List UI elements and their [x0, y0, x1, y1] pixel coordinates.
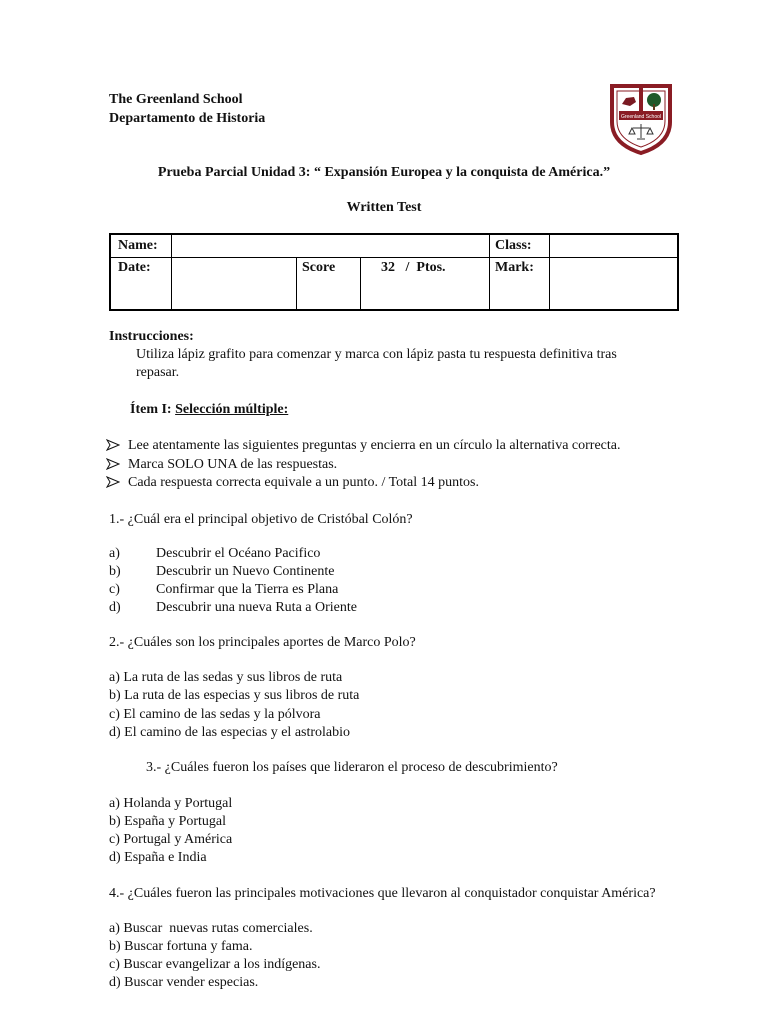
option-letter: a)	[109, 546, 120, 561]
class-field[interactable]	[553, 237, 673, 255]
answer-option[interactable]: b) La ruta de las especias y sus libros de ruta	[109, 688, 360, 703]
question-4: 4.- ¿Cuáles fueron las principales motivaciones que llevaron al conquistador conquistar América?	[109, 886, 656, 901]
answer-option[interactable]: b) España y Portugal	[109, 814, 227, 829]
bullet-item: Lee atentamente las siguientes preguntas y encierra en un círculo la alternativa correcta.	[128, 438, 621, 453]
class-label: Class:	[495, 238, 532, 253]
item-prefix: Ítem I:	[130, 402, 176, 417]
answer-option[interactable]: Confirmar que la Tierra es Plana	[156, 582, 339, 597]
item-title: Selección múltiple:	[175, 402, 289, 417]
name-label: Name:	[118, 238, 158, 253]
bullet-item: Marca SOLO UNA de las respuestas.	[128, 457, 338, 472]
mark-field[interactable]	[553, 259, 673, 307]
answer-option[interactable]: c) El camino de las sedas y la pólvora	[109, 707, 321, 722]
student-info-table	[109, 233, 679, 311]
arrow-bullet-icon	[106, 439, 120, 451]
answer-option[interactable]: b) Buscar fortuna y fama.	[109, 939, 253, 954]
arrow-bullet-icon	[106, 458, 120, 470]
crest-text: Greenland School	[620, 114, 662, 120]
arrow-bullet-icon	[106, 476, 120, 488]
answer-option[interactable]: a) Holanda y Portugal	[109, 796, 233, 811]
option-letter: c)	[109, 582, 120, 597]
school-crest-logo	[608, 82, 674, 156]
score-label: Score	[302, 260, 336, 275]
answer-option[interactable]: a) Buscar nuevas rutas comerciales.	[109, 921, 313, 936]
option-letter: d)	[109, 600, 121, 615]
answer-option[interactable]: d) El camino de las especias y el astrolabio	[109, 725, 351, 740]
score-value: 32 / Ptos.	[381, 260, 446, 275]
answer-option[interactable]: Descubrir el Océano Pacifico	[156, 546, 321, 561]
answer-option[interactable]: a) La ruta de las sedas y sus libros de ruta	[109, 670, 343, 685]
answer-option[interactable]: c) Buscar evangelizar a los indígenas.	[109, 957, 321, 972]
bullet-item: Cada respuesta correcta equivale a un punto. / Total 14 puntos.	[128, 475, 479, 490]
instructions-line-2: repasar.	[136, 365, 180, 380]
question-1: 1.- ¿Cuál era el principal objetivo de Cristóbal Colón?	[109, 512, 413, 527]
name-field[interactable]	[175, 237, 485, 255]
answer-option[interactable]: d) Buscar vender especias.	[109, 975, 259, 990]
department-name: Departamento de Historia	[109, 111, 266, 126]
item-heading	[130, 401, 288, 419]
question-2: 2.- ¿Cuáles son los principales aportes de Marco Polo?	[109, 635, 416, 650]
answer-option[interactable]: Descubrir una nueva Ruta a Oriente	[156, 600, 357, 615]
question-3: 3.- ¿Cuáles fueron los países que lideraron el proceso de descubrimiento?	[146, 760, 558, 775]
test-subtitle: Written Test	[346, 200, 422, 215]
answer-option[interactable]: d) España e India	[109, 850, 207, 865]
answer-option[interactable]: c) Portugal y América	[109, 832, 233, 847]
instructions-line-1: Utiliza lápiz grafito para comenzar y marca con lápiz pasta tu respuesta definitiva tras	[136, 347, 617, 362]
date-label: Date:	[118, 260, 151, 275]
instructions-heading: Instrucciones:	[109, 329, 194, 344]
date-field[interactable]	[175, 259, 293, 307]
answer-option[interactable]: Descubrir un Nuevo Continente	[156, 564, 335, 579]
option-letter: b)	[109, 564, 121, 579]
school-name: The Greenland School	[109, 92, 243, 107]
mark-label: Mark:	[495, 260, 534, 275]
test-title: Prueba Parcial Unidad 3: “ Expansión Europea y la conquista de América.”	[157, 165, 611, 180]
